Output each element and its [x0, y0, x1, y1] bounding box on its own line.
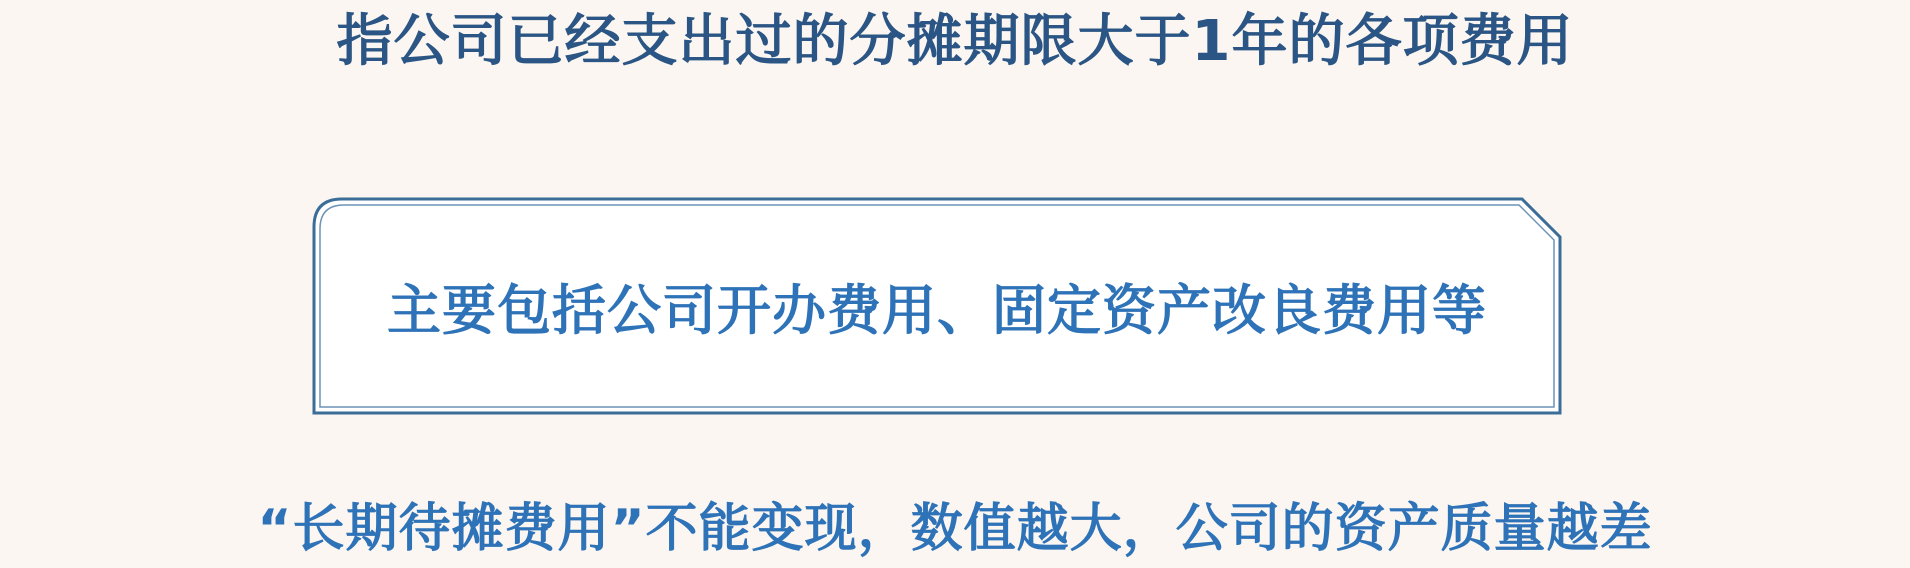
footer-statement: “长期待摊费用”不能变现，数值越大，公司的资产质量越差 [257, 499, 1653, 559]
callout-text: 主要包括公司开办费用、固定资产改良费用等 [387, 278, 1487, 342]
headline: 指公司已经支出过的分摊期限大于1年的各项费用 [336, 9, 1574, 74]
callout-box [312, 197, 1562, 415]
